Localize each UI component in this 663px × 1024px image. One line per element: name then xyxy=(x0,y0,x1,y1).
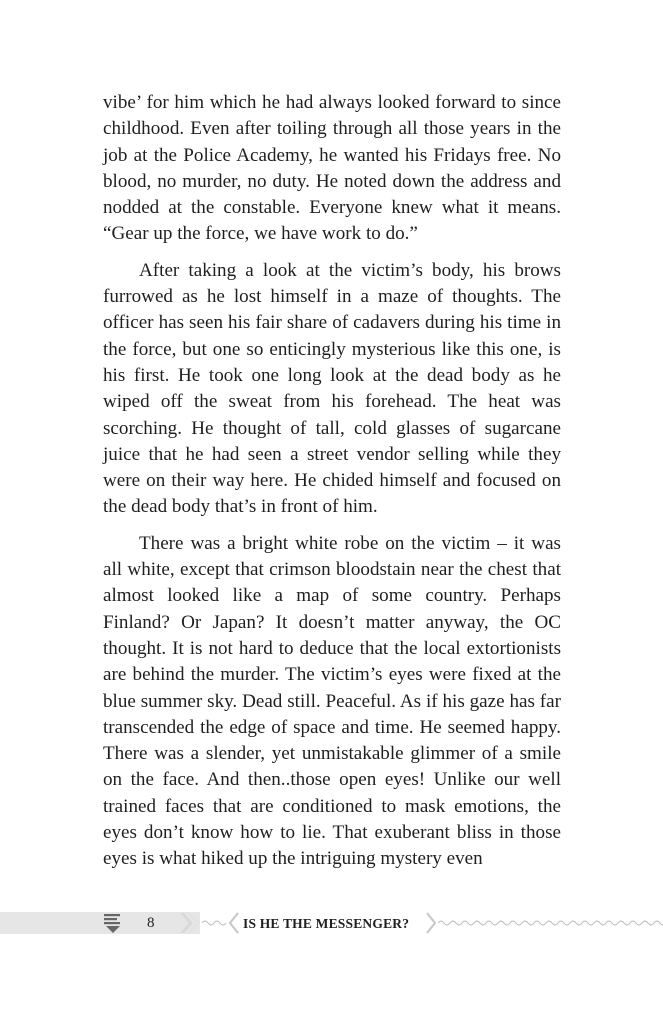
page-footer xyxy=(0,906,663,940)
footer-band xyxy=(0,912,200,934)
wave-ornament-right xyxy=(438,917,663,929)
publisher-logo-icon xyxy=(103,912,123,934)
wave-ornament-left xyxy=(202,917,228,929)
bracket-right-icon xyxy=(426,912,436,934)
bracket-left-icon xyxy=(229,912,239,934)
paragraph-white-robe: There was a bright white robe on the victim – it was all white, except that crimson bloodstain near the chest that almost looked like a map of some country. Perhaps Finland? Or Japan? It doesn’t matter anyway, the OC thought. It is not hard to deduce that the local extortionists are behind the murder. The victim’s eyes were fixed at the blue summer sky. Dead still. Peaceful. As if his gaze has far transcended the edge of space and time. He seemed happy. There was a slender, yet unmistakable glimmer of a smile on the face. And then..those open eyes! Unlike our well trained faces that are conditioned to mask emotions, the eyes don’t know how to lie. That exuberant bliss in those eyes is what hiked up the intriguing mystery even xyxy=(103,532,561,870)
running-title: IS HE THE MESSENGER? xyxy=(243,916,410,931)
chevron-right-icon xyxy=(178,911,202,935)
page-number: 8 xyxy=(147,915,155,931)
page-body xyxy=(103,90,561,883)
paragraph-victim-body: After taking a look at the victim’s body, his brows furrowed as he lost himself in a maze of thoughts. The officer has seen his fair share of cadavers during his time in the force, but one so enticingly mysterious like this one, is his first. He took one long look at the dead body as he wiped off the sweat from his forehead. The heat was scorching. He thought of tall, cold glasses of sugarcane juice that he had seen a street vendor selling while they were on their way here. He chided himself and focused on the dead body that’s in front of him. xyxy=(103,259,561,518)
paragraph-continued: vibe’ for him which he had always looked forward to since childhood. Even after toiling through all those years in the job at the Police Academy, he wanted his Fridays free. No blood, no murder, no duty. He noted down the address and nodded at the constable. Everyone knew what it means. “Gear up the force, we have work to do.” xyxy=(103,92,561,245)
